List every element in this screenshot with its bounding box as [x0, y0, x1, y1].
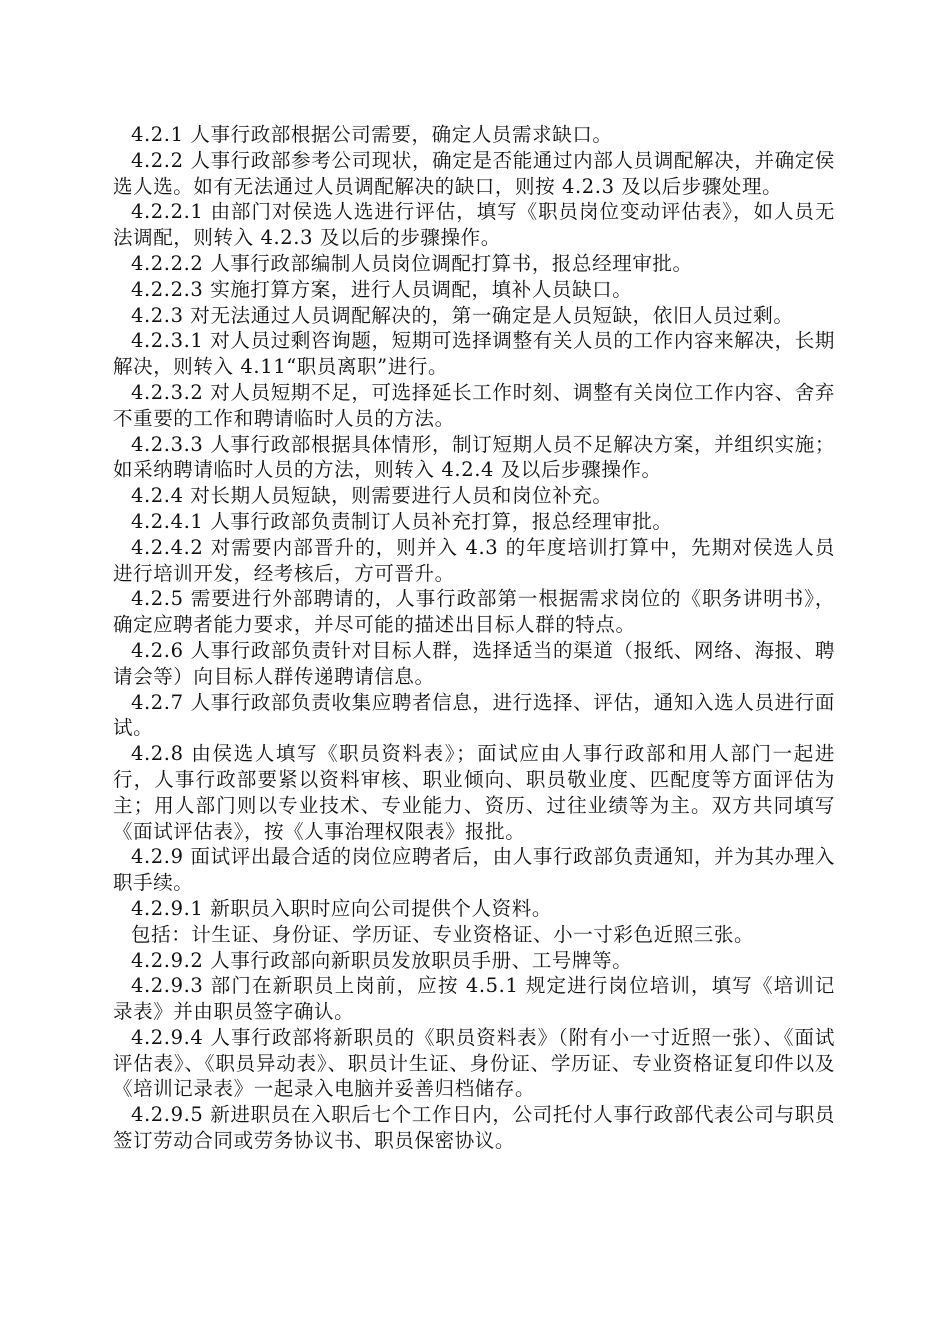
paragraph-4-2-2: 4.2.2 人事行政部参考公司现状，确定是否能通过内部人员调配解决，并确定侯选人选。如有无法通过人员调配解决的缺口，则按 4.2.3 及以后步骤处理。: [113, 148, 835, 198]
document-body: [113, 122, 835, 1154]
paragraph-4-2-9-3: 4.2.9.3 部门在新职员上岗前，应按 4.5.1 规定进行岗位培训，填写《培训记录表》并由职员签字确认。: [113, 974, 835, 1024]
paragraph-4-2-2-2: 4.2.2.2 人事行政部编制人员岗位调配打算书，报总经理审批。: [131, 251, 693, 275]
paragraph-documents-list: 包括：计生证、身份证、学历证、专业资格证、小一寸彩色近照三张。: [131, 922, 755, 946]
paragraph-4-2-9-2: 4.2.9.2 人事行政部向新职员发放职员手册、工号牌等。: [131, 948, 633, 972]
paragraph-4-2-4-2: 4.2.4.2 对需要内部晋升的，则并入 4.3 的年度培训打算中，先期对侯选人员进行培训开发，经考核后，方可晋升。: [113, 535, 835, 585]
paragraph-4-2-3-3: 4.2.3.3 人事行政部根据具体情形，制订短期人员不足解决方案，并组织实施；如采纳聘请临时人员的方法，则转入 4.2.4 及以后步骤操作。: [113, 432, 835, 482]
paragraph-4-2-4: 4.2.4 对长期人员短缺，则需要进行人员和岗位补充。: [131, 484, 613, 508]
paragraph-4-2-8: 4.2.8 由侯选人填写《职员资料表》；面试应由人事行政部和用人部门一起进行，人事行政部要紧以资料审核、职业倾向、职员敬业度、匹配度等方面评估为主；用人部门则以专业技术、专业能力、资历、过往业绩等为主。双方共同填写《面试评估表》，按《人事治理权限表》报批。: [113, 742, 835, 843]
paragraph-4-2-7: 4.2.7 人事行政部负责收集应聘者信息，进行选择、评估，通知入选人员进行面试。: [113, 690, 835, 740]
paragraph-4-2-4-1: 4.2.4.1 人事行政部负责制订人员补充打算，报总经理审批。: [131, 509, 673, 533]
paragraph-4-2-3: 4.2.3 对无法通过人员调配解决的，第一确定是人员短缺，依旧人员过剩。: [131, 303, 794, 327]
paragraph-4-2-2-1: 4.2.2.1 由部门对侯选人选进行评估，填写《职员岗位变动评估表》，如人员无法调配，则转入 4.2.3 及以后的步骤操作。: [113, 200, 835, 250]
paragraph-4-2-9-1: 4.2.9.1 新职员入职时应向公司提供个人资料。: [131, 896, 552, 920]
paragraph-4-2-1: 4.2.1 人事行政部根据公司需要，确定人员需求缺口。: [131, 123, 613, 146]
paragraph-4-2-9-5: 4.2.9.5 新进职员在入职后七个工作日内，公司托付人事行政部代表公司与职员签订劳动合同或劳务协议书、职员保密协议。: [113, 1103, 835, 1153]
paragraph-4-2-3-1: 4.2.3.1 对人员过剩咨询题，短期可选择调整有关人员的工作内容来解决，长期解决，则转入 4.11“职员离职”进行。: [113, 329, 835, 379]
paragraph-4-2-9-4: 4.2.9.4 人事行政部将新职员的《职员资料表》（附有小一寸近照一张）、《面试评估表》、《职员异动表》、职员计生证、身份证、学历证、专业资格证复印件以及《培训记录表》一起录入电脑并妥善归档储存。: [113, 1025, 835, 1101]
paragraph-4-2-2-3: 4.2.2.3 实施打算方案，进行人员调配，填补人员缺口。: [131, 277, 633, 301]
paragraph-4-2-5: 4.2.5 需要进行外部聘请的，人事行政部第一根据需求岗位的《职务讲明书》，确定应聘者能力要求，并尽可能的描述出目标人群的特点。: [113, 587, 835, 637]
paragraph-4-2-9: 4.2.9 面试评出最合适的岗位应聘者后，由人事行政部负责通知，并为其办理入职手续。: [113, 845, 835, 895]
paragraph-4-2-6: 4.2.6 人事行政部负责针对目标人群，选择适当的渠道（报纸、网络、海报、聘请会等）向目标人群传递聘请信息。: [113, 638, 835, 688]
paragraph-4-2-3-2: 4.2.3.2 对人员短期不足，可选择延长工作时刻、调整有关岗位工作内容、舍弃不重要的工作和聘请临时人员的方法。: [113, 380, 835, 430]
